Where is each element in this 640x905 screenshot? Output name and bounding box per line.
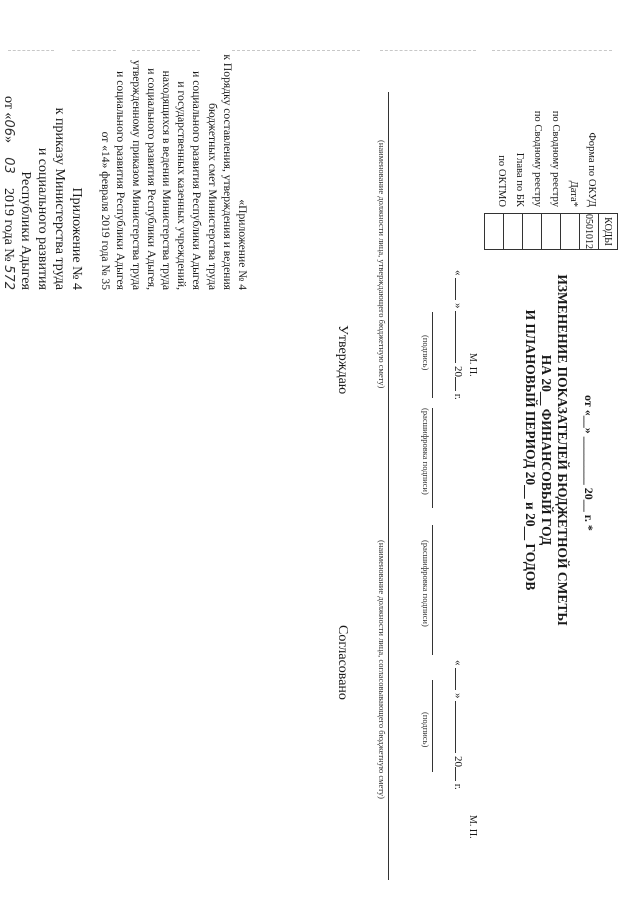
approved-signature-line — [432, 312, 433, 398]
code-label: Дата* — [568, 180, 579, 207]
code-cell[interactable] — [561, 214, 580, 250]
appendix-line: к приказу Министерства труда — [52, 107, 67, 290]
code-label: Форма по ОКУД — [586, 132, 597, 207]
code-cell[interactable] — [485, 214, 504, 250]
procedure-line: и социального развития Республики Адыгея — [190, 71, 204, 290]
approved-heading: Утверждаю — [335, 325, 350, 395]
title-line: НА 20__ ФИНАНСОВЫЙ ГОД — [539, 354, 554, 546]
code-label: по Сводному реестру — [532, 110, 543, 207]
code-cell[interactable] — [504, 214, 523, 250]
approved-position-line — [388, 92, 389, 500]
code-label: по ОКТМО — [496, 155, 507, 207]
procedure-line: находящихся в ведении Министерства труда — [159, 70, 173, 290]
approved-date: « » 20 г. — [452, 270, 464, 400]
approved-decoding-caption: (расшифровка подписи) — [421, 408, 431, 495]
procedure-line: и социального развития Республики Адыгея — [114, 71, 128, 290]
agreed-stamp: М. П. — [467, 815, 478, 839]
agreed-year-field — [455, 767, 456, 781]
procedure-block — [98, 0, 250, 290]
agreed-day-field — [455, 668, 456, 690]
code-label: по Сводному реестру — [550, 110, 561, 207]
agreed-decoding-line — [432, 525, 433, 655]
code-cell: 0501012 — [580, 214, 599, 250]
codes-header: КОДЫ — [599, 214, 618, 250]
approved-year-field — [455, 377, 456, 391]
month-field — [0, 146, 17, 184]
procedure-line: и государственных казенных учреждений, — [175, 81, 189, 290]
agreed-signature-line — [432, 680, 433, 772]
agreed-month-field — [455, 701, 456, 753]
appendix-number: Приложение № 4 — [69, 187, 84, 290]
procedure-line: и социального развития Республики Адыгея, — [144, 68, 158, 290]
approved-position-caption: (наименование должности лица, утверждающего бюджетную смету) — [377, 140, 387, 389]
agreed-decoding-caption: (расшифровка подписи) — [421, 540, 431, 627]
handwritten-day: 06 — [1, 119, 16, 136]
procedure-line: бюджетных смет Министерства труда — [205, 103, 219, 290]
agreed-date: « » 20 г. — [452, 660, 464, 790]
title-line: И ПЛАНОВЫЙ ПЕРИОД 20__ и 20__ ГОДОВ — [523, 309, 538, 591]
procedure-line: от «14» февраля 2019 года № 35 — [99, 131, 113, 290]
procedure-line: к Порядку составления, утверждения и ведения — [220, 54, 234, 290]
agreed-signature-caption: (подпись) — [421, 712, 431, 748]
handwritten-month: 03 — [1, 157, 16, 174]
procedure-line: утвержденному приказом Министерства труда — [129, 59, 143, 290]
approved-signature-caption: (подпись) — [421, 335, 431, 371]
agreed-heading: Согласовано — [335, 625, 350, 700]
code-label: Глава по БК — [514, 152, 525, 207]
title-line: ИЗМЕНЕНИЕ ПОКАЗАТЕЛЕЙ БЮДЖЕТНОЙ СМЕТЫ — [555, 274, 570, 626]
approved-decoding-line — [432, 408, 433, 508]
appendix-line: Республики Адыгея — [18, 171, 33, 290]
code-cell[interactable] — [523, 214, 542, 250]
agreed-position-caption: (наименование должности лица, согласовывающего бюджетную смету) — [377, 540, 387, 799]
procedure-line: «Приложение № 4 — [236, 199, 249, 290]
agreed-position-line — [388, 492, 389, 880]
codes-table — [484, 213, 618, 250]
document-title — [522, 240, 570, 660]
approved-month-field — [455, 311, 456, 363]
code-cell[interactable] — [542, 214, 561, 250]
appendix-date: от «06» 03 2019 года № 572 — [1, 96, 16, 290]
approved-stamp: М. П. — [467, 353, 478, 377]
title-date-line: от «__» ________ 20__ г. * — [582, 395, 596, 531]
appendix-block — [0, 0, 85, 290]
approved-day-field — [455, 278, 456, 300]
handwritten-number: 572 — [1, 265, 16, 290]
appendix-line: и социального развития — [35, 147, 50, 290]
codes-labels — [492, 95, 618, 207]
